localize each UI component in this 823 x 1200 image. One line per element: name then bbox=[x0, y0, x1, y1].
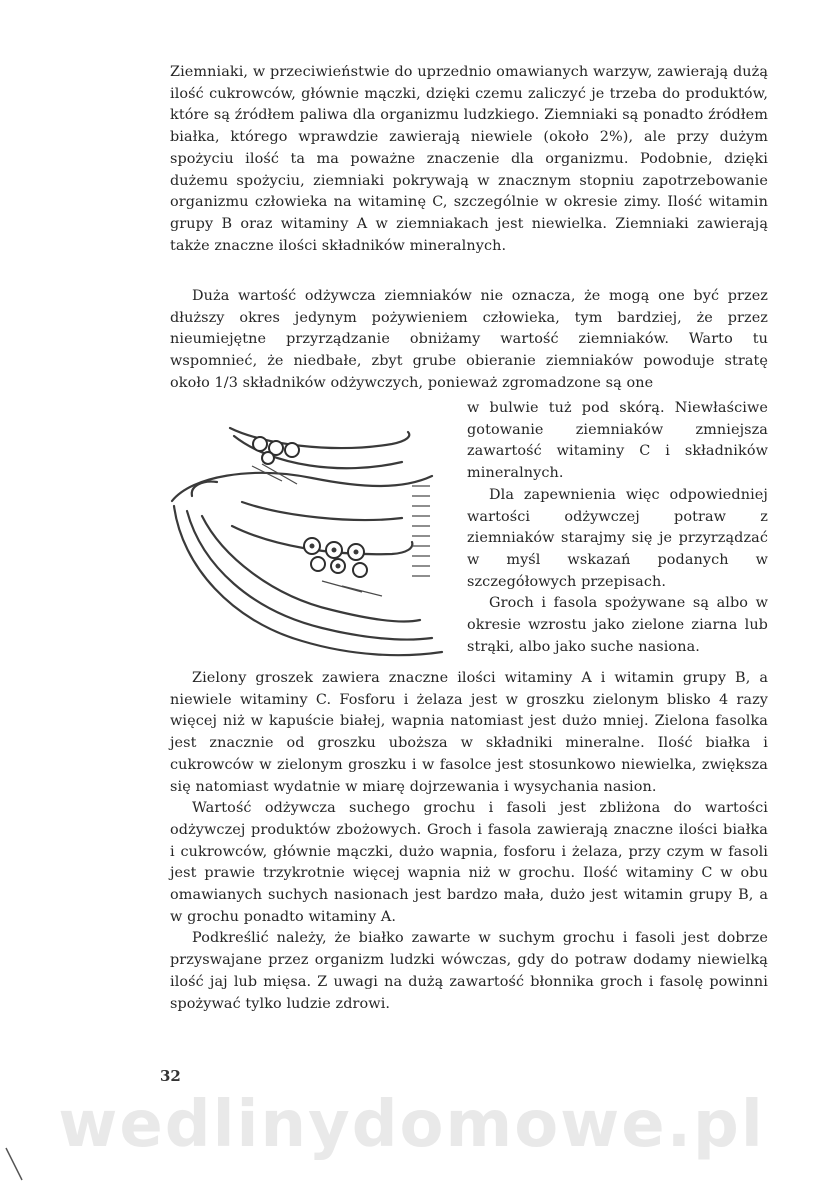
pod-outline-bottom bbox=[174, 506, 442, 655]
pea-dot-2 bbox=[332, 548, 337, 553]
text-column-right bbox=[467, 398, 768, 658]
text-block-top bbox=[170, 62, 768, 257]
pea-1 bbox=[253, 437, 267, 451]
text-block-potatoes-value bbox=[170, 286, 768, 395]
paragraph-peas-beans-intro: Groch i fasola spożywane są albo w okresie wzrostu jako zielone ziarna lub strąki, albo jako suche nasiona. bbox=[467, 595, 768, 655]
text-block-bottom bbox=[170, 668, 768, 1015]
middle-pod-inner bbox=[242, 502, 402, 520]
pea-pods-illustration bbox=[162, 406, 462, 662]
middle-pod bbox=[232, 526, 412, 554]
corner-scratch-mark bbox=[0, 1140, 60, 1200]
paragraph-potatoes-value: Duża wartość odżywcza ziemniaków nie oznacza, że mogą one być przez dłuższy okres jedynym pożywieniem człowieka, tym bardziej, że przez nieumiejętne przyrządzanie obniżamy wartość ziemniaków. Warto tu wspomnieć, że niedbałe, zbyt grube obieranie ziemniaków powoduje stratę około 1/3 składników odżywczych, ponieważ zgromadzone są one bbox=[170, 288, 768, 391]
watermark: wedlinydomowe.pl bbox=[58, 1088, 765, 1162]
pea-10 bbox=[311, 557, 325, 571]
paragraph-green-peas: Zielony groszek zawiera znaczne ilości witaminy A i witamin grupy B, a niewiele witaminy C. Fosforu i żelaza jest w groszku zielonym blisko 4 razy więcej niż w kapuście białej, wapnia natomiast jest dużo mniej. Zielona fasolka jest znacznie od groszku uboższa w składniki mineralne. Ilość białka i cukrowców w zielonym groszku i w fasolce jest stosunkowo niewielka, zwiększa się natomiast wydatnie w miarę dojrzewania i wysychania nasion. bbox=[170, 670, 768, 795]
pea-3 bbox=[285, 443, 299, 457]
pea-9 bbox=[353, 563, 367, 577]
pea-dot-3 bbox=[354, 550, 359, 555]
paragraph-protein-note: Podkreślić należy, że białko zawarte w suchym grochu i fasoli jest dobrze przyswajane przez organizm ludzki wówczas, gdy do potraw dodamy niewielką ilość jaj lub mięsa. Z uwagi na dużą zawartość błonnika groch i fasolę powinni spożywać tylko ludzie zdrowi. bbox=[170, 930, 768, 1012]
pea-dot-1 bbox=[310, 544, 315, 549]
paragraph-potatoes-intro: Ziemniaki, w przeciwieństwie do uprzednio omawianych warzyw, zawierają dużą ilość cukrowców, głównie mączki, dzięki czemu zaliczyć je trzeba do produktów, które są źródłem paliwa dla organizmu ludzkiego. Ziemniaki są ponadto źródłem białka, którego wprawdzie zawierają niewiele (około 2%), ale przy dużym spożyciu ilość ta ma poważne znaczenie dla organizmu. Podobnie, dzięki dużemu spożyciu, ziemniaki pokrywają w znacznym stopniu zapotrzebowanie organizmu człowieka na witaminę C, szczególnie w okresie zimy. Ilość witamin grupy B oraz witaminy A w ziemniakach jest niewielka. Ziemniaki zawierają także znaczne ilości składników mineralnych. bbox=[170, 64, 768, 254]
page-number: 32 bbox=[160, 1067, 181, 1085]
paragraph-potatoes-cooking: w bulwie tuż pod skórą. Niewłaściwe gotowanie ziemniaków zmniejsza zawartość witaminy C i składników mineralnych. bbox=[467, 400, 768, 482]
pea-dot-4 bbox=[336, 564, 341, 569]
paragraph-dry-legumes: Wartość odżywcza suchego grochu i fasoli jest zbliżona do wartości odżywczej produktów zbożowych. Groch i fasola zawierają znaczne ilości białka i cukrowców, głównie mączki, dużo wapnia, fosforu i żelaza, przy czym w fasoli jest prawie trzykrotnie więcej wapnia niż w grochu. Ilość witaminy C w obu omawianych suchych nasionach jest bardzo mała, dużo jest witamin grupy B, a w grochu ponadto witaminy A. bbox=[170, 800, 768, 925]
pea-4 bbox=[262, 452, 274, 464]
hatching-1 bbox=[412, 486, 430, 576]
paragraph-potatoes-recipes: Dla zapewnienia więc odpowiedniej wartości odżywczej potraw z ziemniaków starajmy się je przyrządzać w myśl wskazań podanych w szczegółowych przepisach. bbox=[467, 486, 768, 590]
pod-outline-outer bbox=[172, 473, 432, 501]
